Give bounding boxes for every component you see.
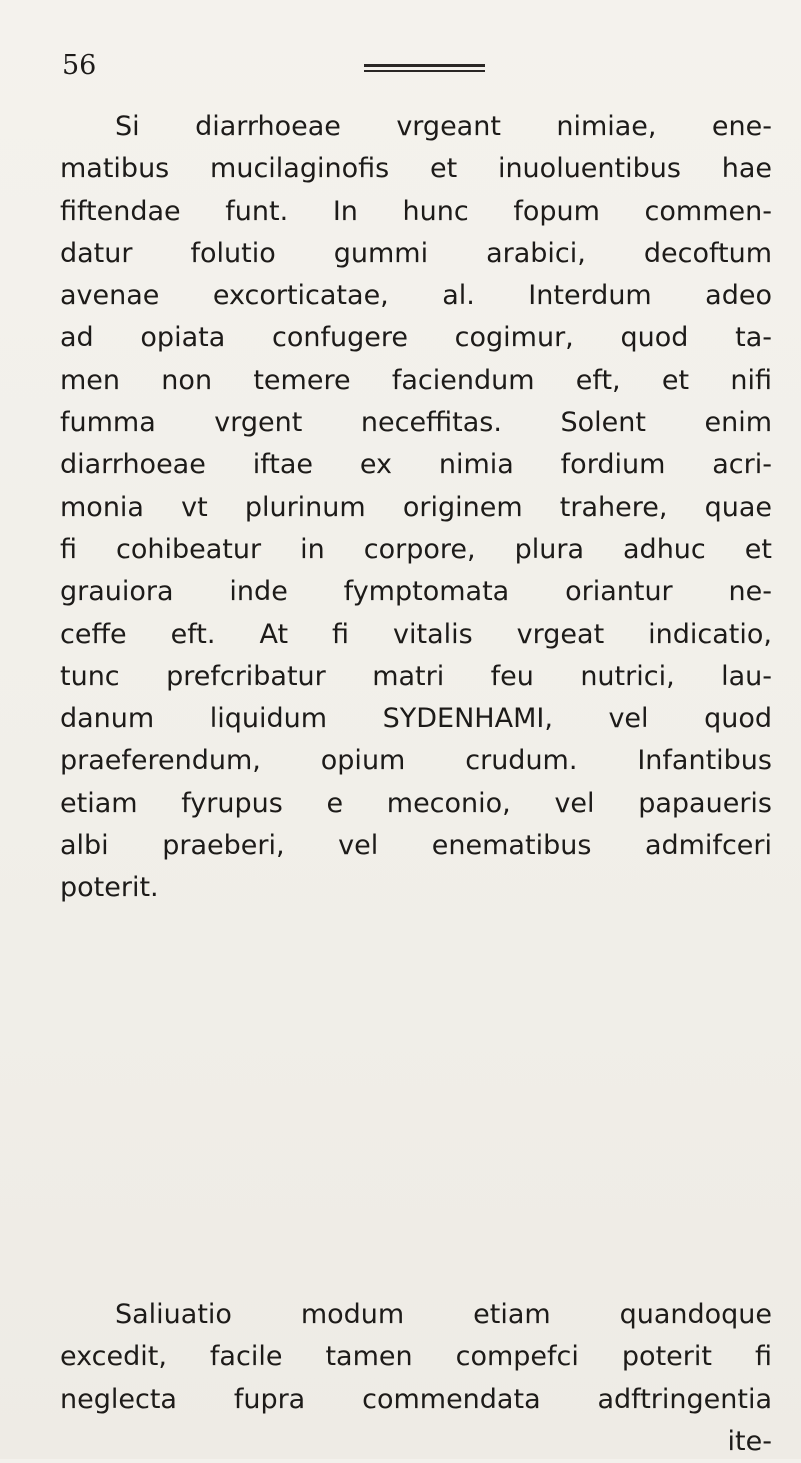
text-line: tunc prefcribatur matri feu nutrici, lau- bbox=[60, 660, 772, 692]
text-line: matibus mucilaginofis et inuoluentibus hae bbox=[60, 153, 772, 185]
text-line: monia vt plurinum originem trahere, quae bbox=[60, 491, 772, 523]
text-line: danum liquidum SYDENHAMI, vel quod bbox=[60, 703, 772, 735]
text-line: men non temere faciendum eft, et nifi bbox=[60, 364, 772, 396]
text-line: ceffe eft. At fi vitalis vrgeat indicatio, bbox=[60, 618, 772, 650]
paragraph-diarrhoea bbox=[60, 106, 772, 910]
text-line: grauiora inde fymptomata oriantur ne- bbox=[60, 576, 772, 608]
text-line: Saliuatio modum etiam quandoque bbox=[115, 1299, 772, 1330]
text-line: etiam fyrupus e meconio, vel papaueris bbox=[60, 787, 772, 819]
text-line: poterit. bbox=[60, 872, 159, 904]
text-line: diarrhoeae iftae ex nimia fordium acri- bbox=[60, 449, 772, 481]
text-line: praeferendum, opium crudum. Infantibus bbox=[60, 745, 772, 777]
header-rule-thin bbox=[364, 70, 485, 72]
catchword: ite- bbox=[727, 1425, 772, 1457]
text-line: ad opiata confugere cogimur, quod ta- bbox=[60, 322, 772, 354]
text-line: fi cohibeatur in corpore, plura adhuc et bbox=[60, 533, 772, 565]
text-line: albi praeberi, vel enematibus admifceri bbox=[60, 830, 772, 862]
header-rule-thick bbox=[364, 64, 485, 67]
text-line: avenae excorticatae, al. Interdum adeo bbox=[60, 280, 772, 312]
text-line: datur folutio gummi arabici, decoftum bbox=[60, 237, 772, 269]
paragraph-salivation bbox=[60, 1294, 772, 1463]
text-line: excedit, facile tamen compefci poterit fi bbox=[60, 1341, 772, 1373]
header-rule bbox=[364, 64, 485, 74]
page-number: 56 bbox=[62, 50, 97, 81]
text-line: fiftendae funt. In hunc fopum commen- bbox=[60, 195, 772, 227]
text-line: fumma vrgent neceffitas. Solent enim bbox=[60, 407, 772, 439]
text-line: neglecta fupra commendata adftringentia bbox=[60, 1383, 772, 1415]
text-line: Si diarrhoeae vrgeant nimiae, ene- bbox=[115, 111, 772, 142]
